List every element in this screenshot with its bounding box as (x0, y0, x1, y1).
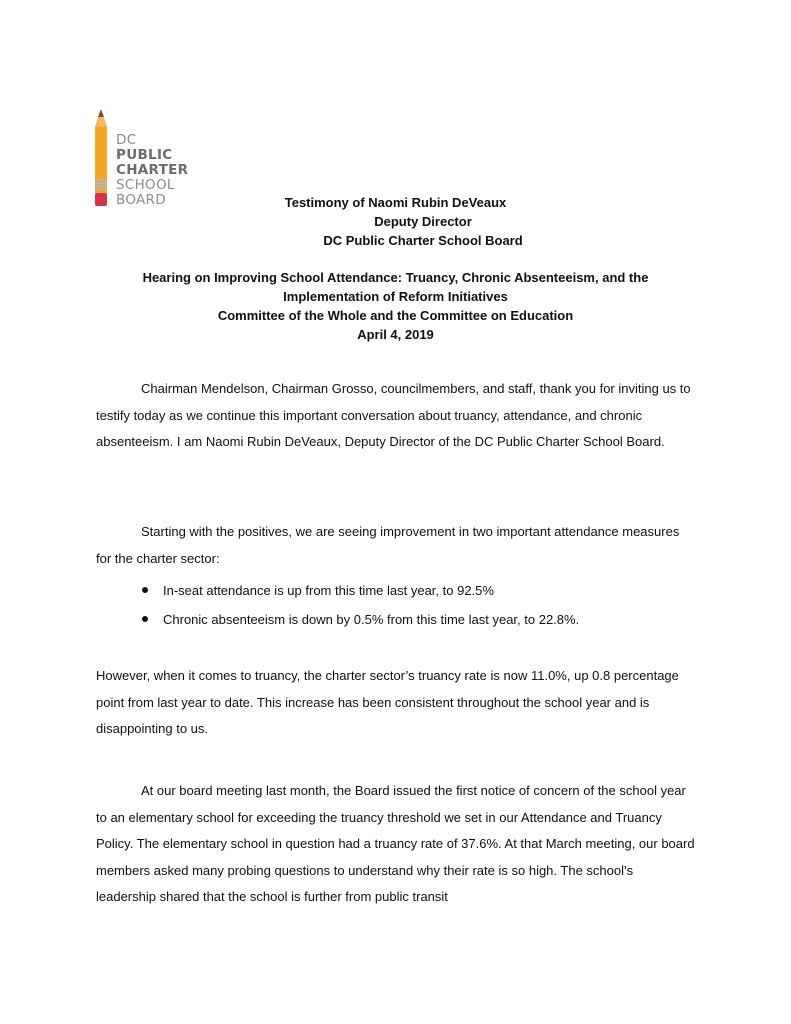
bullet-icon (142, 616, 148, 622)
hearing-date: April 4, 2019 (357, 327, 434, 342)
list-item (142, 576, 579, 605)
list-item-text: In-seat attendance is up from this time last year, to 92.5% (163, 583, 494, 598)
paragraph-positives: Starting with the positives, we are seeing improvement in two important attendance measures for the charter sector: (96, 524, 680, 566)
logo-word: CHARTER (116, 162, 189, 178)
hearing-title-continued: Implementation of Reform Initiatives (283, 289, 508, 304)
paragraph-board-meeting: At our board meeting last month, the Board issued the first notice of concern of the school year to an elementary school for exceeding the truancy threshold we set in our Attendance and Truancy Policy. The elementary school in question had a truancy rate of 37.6%. At that March meeting, our board members asked many probing questions to understand why their rate is so high. The school’s leadership shared that the school is further from public transit (96, 783, 695, 904)
paragraph-truancy: However, when it comes to truancy, the charter sector’s truancy rate is now 11.0%, up 0.8 percentage point from last year to date. This increase has been consistent throughout the school year and is disappointing to us. (96, 668, 679, 736)
testimony-title: Testimony of Naomi Rubin DeVeaux (284, 195, 507, 210)
list-item-text: Chronic absenteeism is down by 0.5% from this time last year, to 22.8%. (163, 612, 580, 627)
logo-word: BOARD (116, 192, 166, 208)
logo-word: DC (116, 132, 137, 148)
paragraph-intro: Chairman Mendelson, Chairman Grosso, councilmembers, and staff, thank you for inviting us to testify today as we continue this important conversation about truancy, attendance, and chronic absenteeism. I am Naomi Rubin DeVeaux, Deputy Director of the DC Public Charter School Board. (96, 381, 691, 449)
logo-word: PUBLIC (116, 147, 173, 163)
bullet-icon (142, 587, 148, 593)
testimony-organization: DC Public Charter School Board (323, 233, 523, 248)
list-item (142, 605, 579, 634)
logo-word: SCHOOL (116, 177, 175, 193)
testimony-header (0, 193, 791, 250)
hearing-title: Hearing on Improving School Attendance: Truancy, Chronic Absenteeism, and the (142, 270, 649, 285)
testimony-role: Deputy Director (374, 214, 472, 229)
hearing-committee: Committee of the Whole and the Committee on Education (217, 308, 574, 323)
hearing-header (0, 268, 791, 344)
bullet-list (142, 576, 579, 634)
